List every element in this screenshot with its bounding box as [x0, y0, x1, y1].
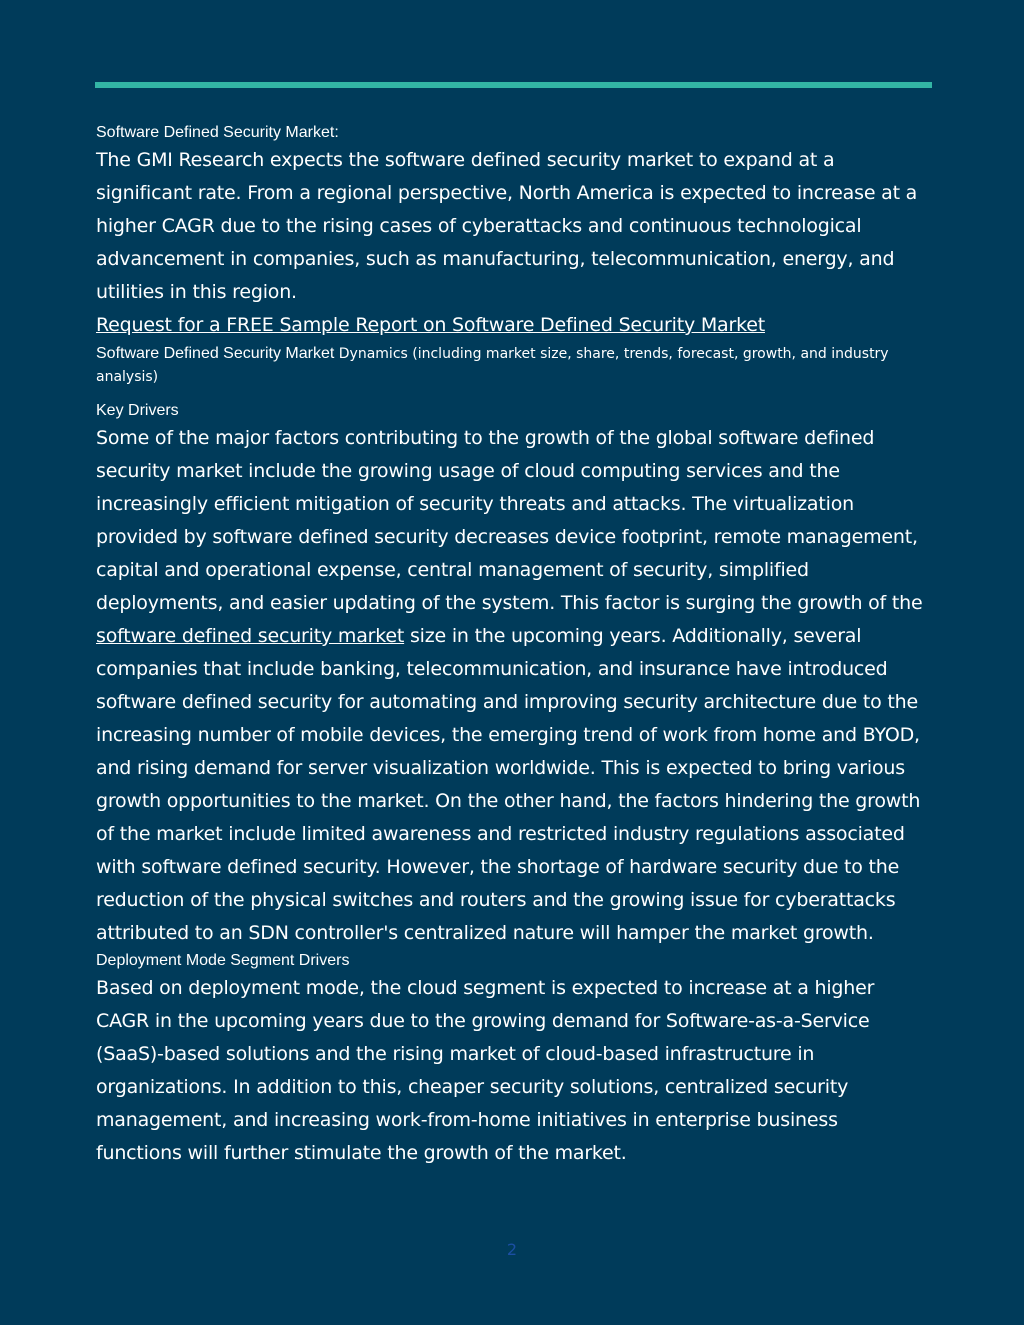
top-divider-rule [95, 82, 932, 88]
key-drivers-text-start: Some of the major factors contributing to the growth of the global software defined security market include the growing usage of cloud computing services and the increasingly efficient mitigation of security threats and attacks. The virtualization provided by software defined security decreases device footprint, remote management, capital and operational expense, central management of security, simplified deployments, and easier updating of the system. This factor is surging the growth of the [96, 427, 923, 614]
sample-report-paragraph [96, 309, 926, 342]
market-paragraph: The GMI Research expects the software defined security market to expand at a significant rate. From a regional perspective, North America is expected to increase at a higher CAGR due to the rising cases of cyberattacks and continuous technological advancement in companies, such as manufacturing, telecommunication, energy, and utilities in this region. [96, 149, 918, 303]
dynamics-rest: Dynamics (including market size, share, trends, forecast, growth, and industry analysis) [96, 346, 889, 385]
dynamics-line [96, 342, 926, 388]
key-drivers-heading: Key Drivers [96, 402, 179, 419]
dynamics-lead: Software Defined Security Market [96, 345, 335, 362]
deployment-paragraph: Based on deployment mode, the cloud segment is expected to increase at a higher CAGR in the upcoming years due to the growing demand for Software-as-a-Service (SaaS)-based solutions and the rising market of cloud-based infrastructure in organizations. In addition to this, cheaper security solutions, centralized security management, and increasing work-from-home initiatives in enterprise business functions will further stimulate the growth of the market. [96, 977, 875, 1164]
market-size-link[interactable]: software defined security market [96, 625, 405, 647]
key-drivers-paragraph [96, 422, 926, 950]
sample-report-link[interactable]: Request for a FREE Sample Report on Software Defined Security Market [96, 314, 765, 336]
key-drivers-text-end: size in the upcoming years. Additionally, several companies that include banking, telecommunication, and insurance have introduced software defined security for automating and improving security architecture due to the increasing number of mobile devices, the emerging trend of work from home and BYOD, and rising demand for server visualization worldwide. This is expected to bring various growth opportunities to the market. On the other hand, the factors hindering the growth of the market include limited awareness and restricted industry regulations associated with software defined security. However, the shortage of hardware security due to the reduction of the physical switches and routers and the growing issue for cyberattacks attributed to an SDN controller's centralized nature will hamper the market growth. [96, 625, 921, 944]
page-number: 2 [506, 1240, 518, 1259]
page-content [96, 122, 926, 1170]
market-heading: Software Defined Security Market: [96, 124, 339, 141]
section-spacer [96, 388, 926, 400]
deployment-heading: Deployment Mode Segment Drivers [96, 952, 350, 969]
